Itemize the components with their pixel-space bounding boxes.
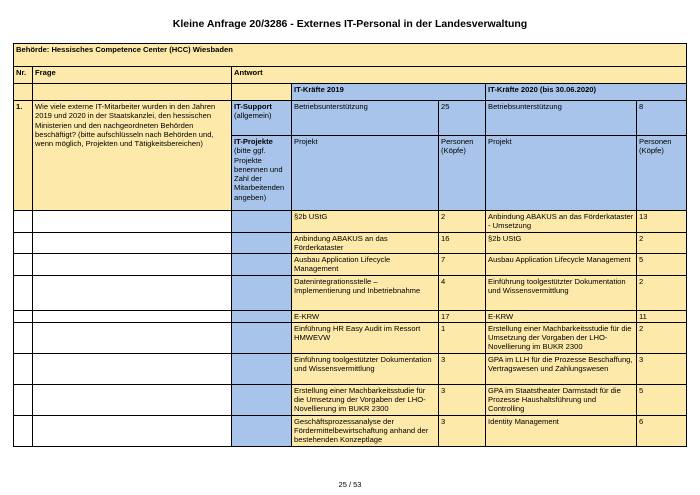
project-row	[14, 211, 687, 233]
year-header-2019: IT-Kräfte 2019	[292, 84, 486, 101]
project-row	[14, 254, 687, 276]
row-nr-cell	[14, 254, 33, 276]
row-question-cell	[33, 415, 232, 446]
projects-sublabel: (bitte ggf. Projekte benennen und Zahl der Mitarbeitenden angeben)	[234, 146, 285, 202]
project-count-2019: 1	[439, 322, 486, 353]
header-spacer	[14, 84, 33, 101]
project-count-2019: 4	[439, 275, 486, 310]
projects-label-cell	[232, 136, 292, 211]
col-project-2020: Projekt	[486, 136, 637, 211]
project-row	[14, 353, 687, 384]
project-count-2020: 2	[637, 322, 687, 353]
project-row	[14, 310, 687, 322]
project-count-2020: 11	[637, 310, 687, 322]
project-name-2019: §2b UStG	[292, 211, 439, 233]
question-number: 1.	[14, 101, 33, 211]
project-name-2020: E-KRW	[486, 310, 637, 322]
answer-table	[13, 43, 687, 447]
project-name-2020: Erstellung einer Machbarkeitsstudie für die Umsetzung der Vorgaben der LHO-Novellierung im BUKR 2300	[486, 322, 637, 353]
row-nr-cell	[14, 415, 33, 446]
year-header-2020: IT-Kräfte 2020 (bis 30.06.2020)	[486, 84, 687, 101]
row-nr-cell	[14, 232, 33, 254]
row-nr-cell	[14, 353, 33, 384]
row-nr-cell	[14, 211, 33, 233]
project-count-2019: 3	[439, 353, 486, 384]
project-name-2019: E-KRW	[292, 310, 439, 322]
row-question-cell	[33, 322, 232, 353]
support-sublabel: (allgemein)	[234, 111, 272, 121]
project-count-2020: 2	[637, 275, 687, 310]
col-persons-2019: Personen (Köpfe)	[439, 136, 486, 211]
row-type-cell	[232, 211, 292, 233]
project-count-2019: 2	[439, 211, 486, 233]
project-count-2019: 3	[439, 384, 486, 415]
project-row	[14, 322, 687, 353]
project-name-2020: §2b UStG	[486, 232, 637, 254]
header-antwort: Antwort	[232, 67, 687, 84]
row-question-cell	[33, 254, 232, 276]
project-name-2020: GPA im Staatstheater Darmstadt für die Prozesse Haushaltsführung und Controlling	[486, 384, 637, 415]
header-spacer	[232, 84, 292, 101]
row-nr-cell	[14, 384, 33, 415]
row-question-cell	[33, 232, 232, 254]
row-type-cell	[232, 254, 292, 276]
project-row	[14, 275, 687, 310]
row-nr-cell	[14, 275, 33, 310]
project-name-2019: Datenintegrationsstelle – Implementierung und Inbetriebnahme	[292, 275, 439, 310]
support-name-2019: Betriebsunterstützung	[292, 101, 439, 136]
project-count-2020: 5	[637, 384, 687, 415]
project-name-2019: Einführung toolgestützter Dokumentation und Wissensvermittlung	[292, 353, 439, 384]
project-count-2019: 17	[439, 310, 486, 322]
project-count-2019: 7	[439, 254, 486, 276]
project-name-2020: Ausbau Application Lifecycle Management	[486, 254, 637, 276]
project-row	[14, 232, 687, 254]
project-count-2020: 3	[637, 353, 687, 384]
row-question-cell	[33, 275, 232, 310]
col-persons-2020: Personen (Köpfe)	[637, 136, 687, 211]
document-title: Kleine Anfrage 20/3286 - Externes IT-Personal in der Landesverwaltung	[172, 18, 528, 30]
question-text: Wie viele externe IT-Mitarbeiter wurden in den Jahren 2019 und 2020 in der Staatskanzlei, den hessischen Ministerien und den nachgeordneten Behörden beschäftigt? (bitte aufschlüsseln nach Behörden und, wenn möglich, Projekten und Tätigkeitsbereichen)	[33, 101, 232, 211]
col-project-2019: Projekt	[292, 136, 439, 211]
row-type-cell	[232, 275, 292, 310]
agency-row: Behörde: Hessisches Competence Center (HCC) Wiesbaden	[14, 44, 687, 67]
header-spacer	[33, 84, 232, 101]
project-name-2019: Erstellung einer Machbarkeitsstudie für die Umsetzung der Vorgaben der LHO-Novellierung im BUKR 2300	[292, 384, 439, 415]
row-nr-cell	[14, 310, 33, 322]
project-count-2020: 6	[637, 415, 687, 446]
project-row	[14, 415, 687, 446]
row-question-cell	[33, 310, 232, 322]
support-value-2020: 8	[637, 101, 687, 136]
header-nr: Nr.	[14, 67, 33, 84]
row-question-cell	[33, 384, 232, 415]
row-type-cell	[232, 384, 292, 415]
project-row	[14, 384, 687, 415]
project-name-2020: Identity Management	[486, 415, 637, 446]
project-name-2020: GPA im LLH für die Prozesse Beschaffung, Vertragswesen und Zahlungswesen	[486, 353, 637, 384]
project-name-2019: Geschäftsprozessanalyse der Fördermittelbewirtschaftung anhand der bestehenden Konzeptlage	[292, 415, 439, 446]
row-type-cell	[232, 232, 292, 254]
support-value-2019: 25	[439, 101, 486, 136]
row-question-cell	[33, 211, 232, 233]
project-count-2020: 5	[637, 254, 687, 276]
support-label: IT-Support	[234, 102, 272, 111]
row-type-cell	[232, 353, 292, 384]
row-type-cell	[232, 322, 292, 353]
row-nr-cell	[14, 322, 33, 353]
project-count-2020: 13	[637, 211, 687, 233]
row-type-cell	[232, 310, 292, 322]
row-question-cell	[33, 353, 232, 384]
row-type-cell	[232, 415, 292, 446]
project-name-2019: Anbindung ABAKUS an das Förderkataster	[292, 232, 439, 254]
project-name-2020: Anbindung ABAKUS an das Förderkataster - Umsetzung	[486, 211, 637, 233]
projects-label: IT-Projekte	[234, 137, 273, 146]
project-count-2020: 2	[637, 232, 687, 254]
page-number: 25 / 53	[338, 480, 362, 489]
support-name-2020: Betriebsunterstützung	[486, 101, 637, 136]
project-name-2020: Einführung toolgestützter Dokumentation und Wissensvermittlung	[486, 275, 637, 310]
project-name-2019: Ausbau Application Lifecycle Management	[292, 254, 439, 276]
project-name-2019: Einführung HR Easy Audit im Ressort HMWEVW	[292, 322, 439, 353]
project-count-2019: 3	[439, 415, 486, 446]
header-frage: Frage	[33, 67, 232, 84]
project-count-2019: 16	[439, 232, 486, 254]
support-label-cell	[232, 101, 292, 136]
